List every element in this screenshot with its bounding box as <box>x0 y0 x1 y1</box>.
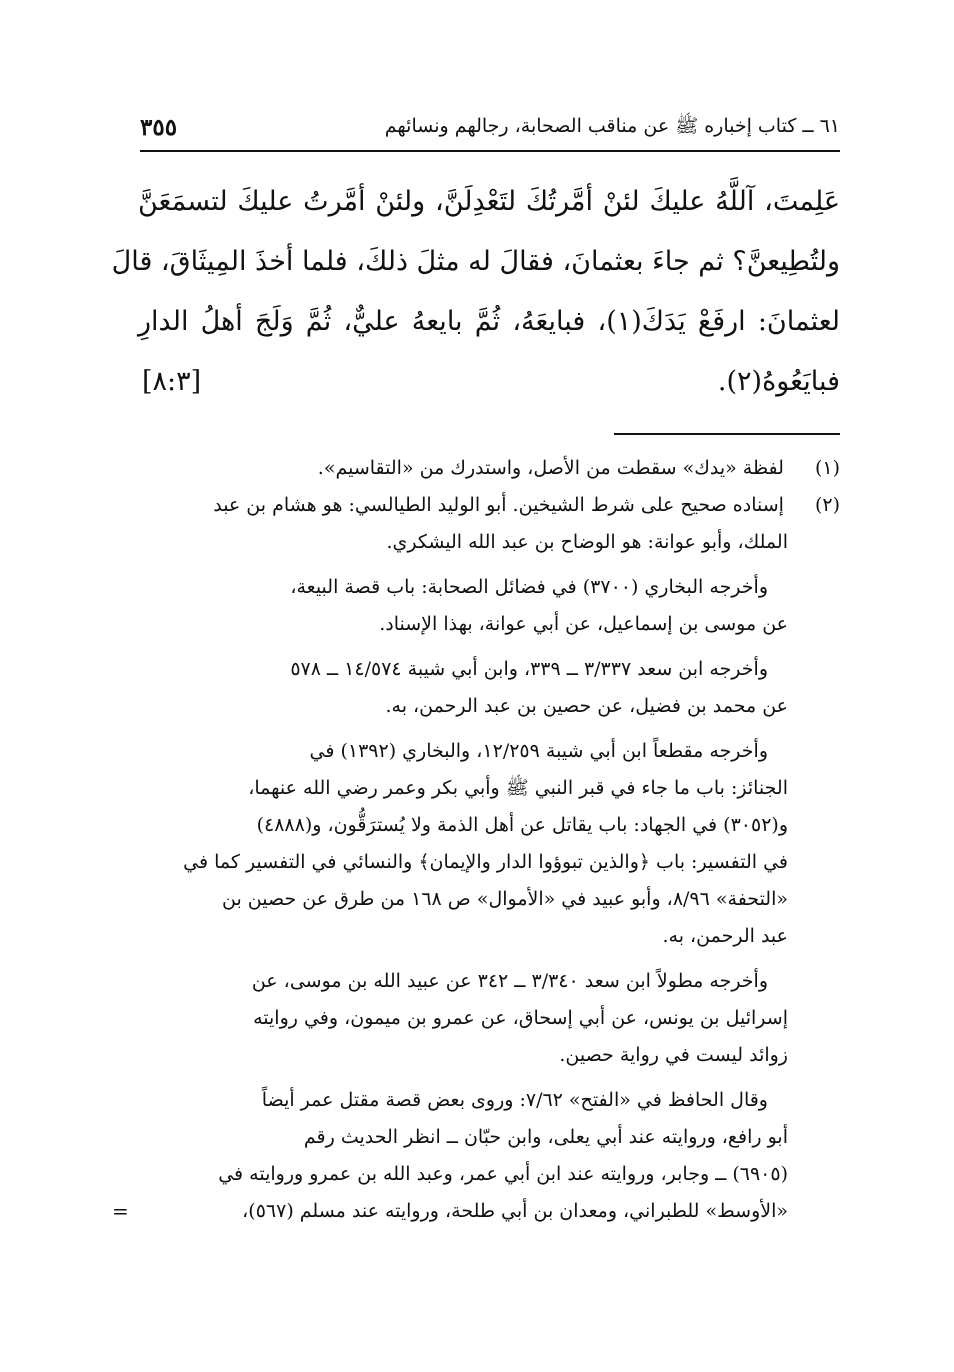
footnote-number: (١) <box>814 457 840 479</box>
main-text-line: ولتُطِيعنَّ؟ ثم جاءَ بعثمانَ، فقالَ له مثلَ ذلكَ، فلما أخذَ المِيثَاقَ، قالَ <box>111 246 840 277</box>
continuation-mark: = <box>112 1199 129 1223</box>
footnote-line: عبد الرحمن، به. <box>662 925 788 947</box>
footnotes-block <box>112 450 840 1230</box>
footnote-line: وأخرجه البخاري (٣٧٠٠) في فضائل الصحابة: باب قصة البيعة، <box>290 576 768 598</box>
footnote-line <box>112 1193 840 1230</box>
footnote-line: وأخرجه ابن سعد ٣/٣٣٧ ــ ٣٣٩، وابن أبي شيبة ١٤/٥٧٤ ــ ٥٧٨ <box>290 658 768 680</box>
footnote-line: وقال الحافظ في «الفتح» ٧/٦٢: وروى بعض قصة مقتل عمر أيضاً <box>261 1089 768 1111</box>
footnote-line-content: «الأوسط» للطبراني، ومعدان بن أبي طلحة، وروايته عند مسلم (٥٦٧)، <box>242 1200 788 1222</box>
footnote-line: عن موسى بن إسماعيل، عن أبي عوانة، بهذا الإسناد. <box>379 613 788 635</box>
footnote-1 <box>138 450 840 487</box>
footnote-line: عن محمد بن فضيل، عن حصين بن عبد الرحمن، به. <box>385 695 788 717</box>
footnote-line: الجنائز: باب ما جاء في قبر النبي ﷺ وأبي بكر وعمر رضي الله عنهما، <box>248 777 788 799</box>
footnote-line: و(٣٠٥٢) في الجهاد: باب يقاتل عن أهل الذمة ولا يُسترَقُّون، و(٤٨٨٨) <box>256 814 788 836</box>
footnote-text: إسناده صحيح على شرط الشيخين. أبو الوليد الطيالسي: هو هشام بن عبد <box>213 494 784 516</box>
chapter-title: ٦١ ــ كتاب إخباره ﷺ عن مناقب الصحابة، رجالهم ونسائهم <box>384 115 840 137</box>
footnote-line: إسرائيل بن يونس، عن أبي إسحاق، عن عمرو بن ميمون، وفي روايته <box>253 1007 788 1029</box>
main-text-line <box>138 352 840 412</box>
footnote-line: (٦٩٠٥) ــ وجابر، وروايته عند ابن أبي عمر، وعبد الله بن عمرو وروايته في <box>218 1163 788 1185</box>
footnote-2 <box>138 487 840 524</box>
main-text-line: عَلِمتَ، آللَّهُ عليكَ لئنْ أمَّرتُكَ لتَعْدِلَنَّ، ولئنْ أمَّرتُ عليكَ لتسمَعَنَّ <box>138 186 840 217</box>
main-text-line: لعثمانَ: ارفَعْ يَدَكَ(١)، فبايعَهُ، ثُمَّ بايعهُ عليٌّ، ثُمَّ وَلَجَ أهلُ الدارِ <box>138 306 840 337</box>
running-header <box>140 112 840 152</box>
footnote-line: في التفسير: باب ﴿والذين تبوؤوا الدار والإيمان﴾ والنسائي في التفسير كما في <box>183 851 788 873</box>
footnote-line: «التحفة» ٨/٩٦، وأبو عبيد في «الأموال» ص ١٦٨ من طرق عن حصين بن <box>221 888 788 910</box>
main-text-line-content: فبايَعُوهُ(٢). <box>717 366 840 397</box>
page-number: ٣٥٥ <box>140 114 178 141</box>
reference-mark: [٨:٣] <box>142 366 202 397</box>
footnote-line: أبو رافع، وروايته عند أبي يعلى، وابن حبّان ــ انظر الحديث رقم <box>303 1126 788 1148</box>
footnote-text: لفظة «يدك» سقطت من الأصل، واستدرك من «التقاسيم». <box>317 457 784 479</box>
footnote-line: وأخرجه مطولاً ابن سعد ٣/٣٤٠ ــ ٣٤٢ عن عبيد الله بن موسى، عن <box>251 970 768 992</box>
footnote-line: زوائد ليست في رواية حصين. <box>559 1044 788 1066</box>
footnote-separator <box>614 433 840 435</box>
footnote-line: وأخرجه مقطعاً ابن أبي شيبة ١٢/٢٥٩، والبخاري (١٣٩٢) في <box>309 740 768 762</box>
footnote-number: (٢) <box>814 494 840 516</box>
footnote-line: الملك، وأبو عوانة: هو الوضاح بن عبد الله اليشكري. <box>386 531 788 553</box>
main-text-block <box>111 172 840 412</box>
